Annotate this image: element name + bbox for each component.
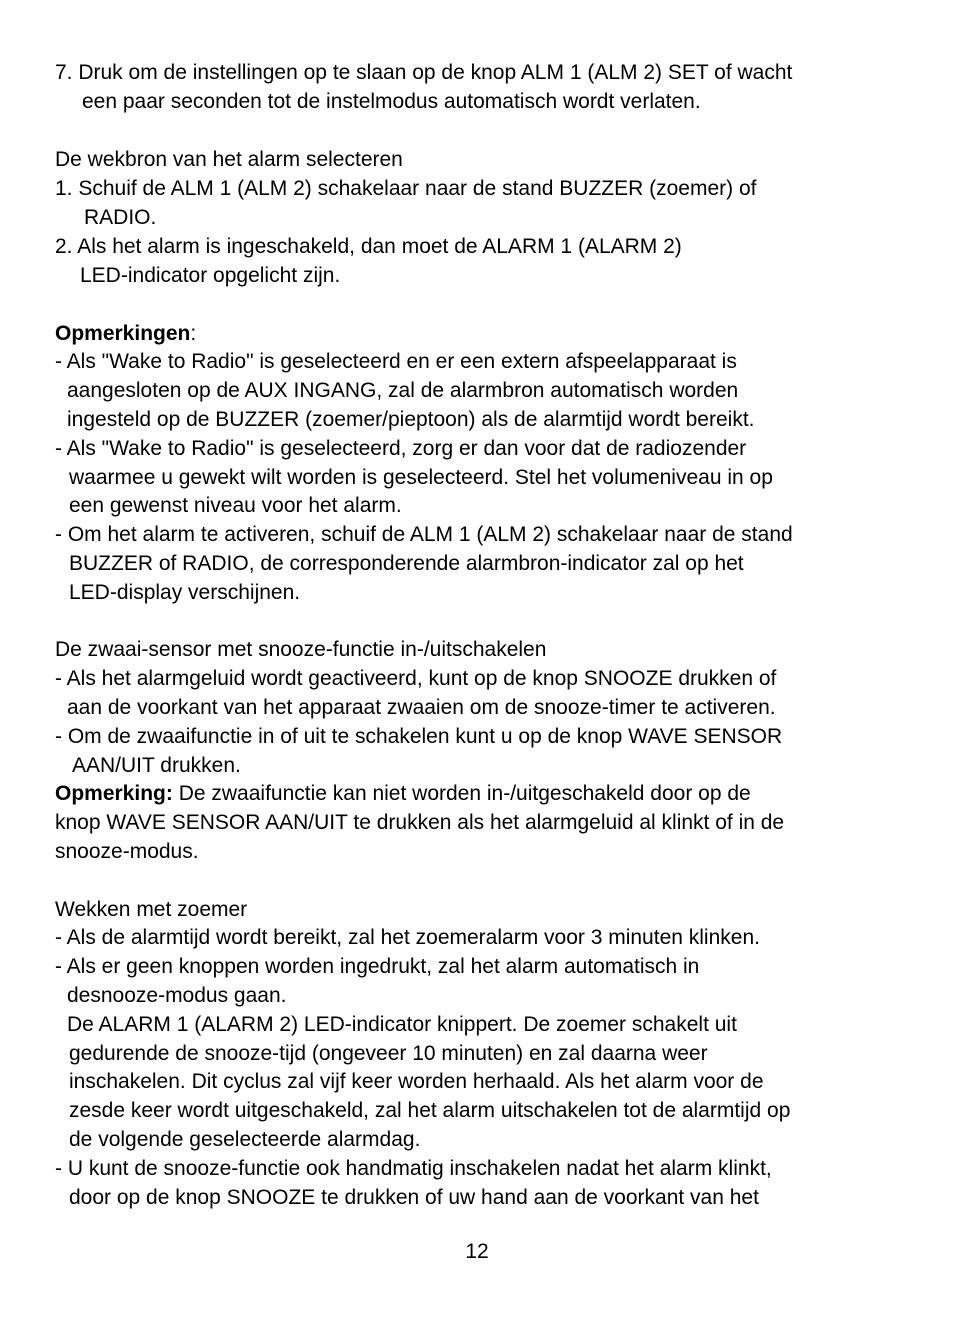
remark2-line3: een gewenst niveau voor het alarm. — [69, 494, 402, 517]
remark2-line2: waarmee u gewekt wilt worden is geselecteerd. Stel het volumeniveau in op — [69, 466, 773, 489]
step7-line1: 7. Druk om de instellingen op te slaan op de knop ALM 1 (ALM 2) SET of wacht — [55, 61, 793, 84]
buzzer-bullet3-line1: - U kunt de snooze-functie ook handmatig inschakelen nadat het alarm klinkt, — [55, 1157, 772, 1180]
remark1-line3: ingesteld op de BUZZER (zoemer/pieptoon) als de alarmtijd wordt bereikt. — [67, 408, 755, 431]
alarm-source-item2-line2: LED-indicator opgelicht zijn. — [80, 264, 341, 287]
wave-note-label: Opmerking: — [55, 782, 173, 805]
buzzer-bullet2-line2: desnooze-modus gaan. — [67, 984, 287, 1007]
wave-bullet2-line2: AAN/UIT drukken. — [72, 754, 241, 777]
remarks-heading — [55, 319, 196, 348]
buzzer-bullet2-line6: zesde keer wordt uitgeschakeld, zal het alarm uitschakelen tot de alarmtijd op — [69, 1099, 791, 1122]
wave-bullet1-line2: aan de voorkant van het apparaat zwaaien om de snooze-timer te activeren. — [67, 696, 776, 719]
wave-note-text: De zwaaifunctie kan niet worden in-/uitgeschakeld door op de — [172, 782, 751, 805]
buzzer-bullet2-line4: gedurende de snooze-tijd (ongeveer 10 minuten) en zal daarna weer — [69, 1042, 708, 1065]
alarm-source-heading: De wekbron van het alarm selecteren — [55, 148, 403, 171]
alarm-source-item1-line2: RADIO. — [84, 206, 157, 229]
remarks-heading-colon: : — [190, 322, 197, 345]
buzzer-bullet2-line7: de volgende geselecteerde alarmdag. — [69, 1128, 421, 1151]
wave-bullet2-line1: - Om de zwaaifunctie in of uit te schakelen kunt u op de knop WAVE SENSOR — [55, 725, 783, 748]
remark3-line1: - Om het alarm te activeren, schuif de ALM 1 (ALM 2) schakelaar naar de stand — [55, 523, 793, 546]
alarm-source-item1-line1: 1. Schuif de ALM 1 (ALM 2) schakelaar naar de stand BUZZER (zoemer) of — [55, 177, 757, 200]
remarks-heading-bold: Opmerkingen — [55, 322, 191, 345]
wave-sensor-heading: De zwaai-sensor met snooze-functie in-/uitschakelen — [55, 638, 547, 661]
buzzer-bullet2-line5: inschakelen. Dit cyclus zal vijf keer worden herhaald. Als het alarm voor de — [69, 1070, 764, 1093]
remark2-line1: - Als "Wake to Radio" is geselecteerd, zorg er dan voor dat de radiozender — [55, 437, 747, 460]
buzzer-bullet1: - Als de alarmtijd wordt bereikt, zal het zoemeralarm voor 3 minuten klinken. — [55, 926, 760, 949]
wave-note-line1 — [55, 779, 751, 808]
buzzer-bullet2-line3: De ALARM 1 (ALARM 2) LED-indicator knippert. De zoemer schakelt uit — [67, 1013, 737, 1036]
buzzer-heading: Wekken met zoemer — [55, 898, 248, 921]
buzzer-bullet3-line2: door op de knop SNOOZE te drukken of uw hand aan de voorkant van het — [69, 1186, 759, 1209]
remark3-line3: LED-display verschijnen. — [69, 581, 301, 604]
remark1-line2: aangesloten op de AUX INGANG, zal de alarmbron automatisch worden — [67, 379, 739, 402]
remark3-line2: BUZZER of RADIO, de corresponderende alarmbron-indicator zal op het — [69, 552, 744, 575]
wave-bullet1-line1: - Als het alarmgeluid wordt geactiveerd, kunt op de knop SNOOZE drukken of — [55, 667, 777, 690]
step7-line2: een paar seconden tot de instelmodus automatisch wordt verlaten. — [82, 90, 701, 113]
remark1-line1: - Als "Wake to Radio" is geselecteerd en er een extern afspeelapparaat is — [55, 350, 737, 373]
wave-note-line2: knop WAVE SENSOR AAN/UIT te drukken als het alarmgeluid al klinkt of in de — [55, 811, 785, 834]
wave-note-line3: snooze-modus. — [55, 840, 199, 863]
alarm-source-item2-line1: 2. Als het alarm is ingeschakeld, dan moet de ALARM 1 (ALARM 2) — [55, 235, 682, 258]
page-number: 12 — [465, 1240, 489, 1263]
buzzer-bullet2-line1: - Als er geen knoppen worden ingedrukt, zal het alarm automatisch in — [55, 955, 700, 978]
